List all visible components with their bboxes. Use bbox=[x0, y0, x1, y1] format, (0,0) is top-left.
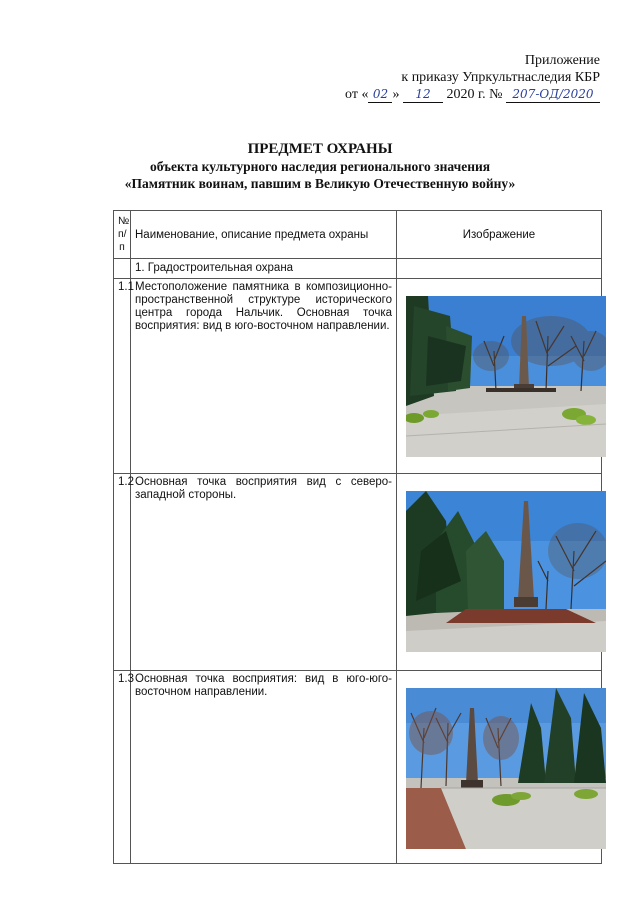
table-row bbox=[114, 474, 602, 671]
photo-memorial-southeast-view bbox=[406, 296, 606, 457]
section-title: 1. Градостроительная охрана bbox=[131, 259, 397, 279]
row-image-cell bbox=[397, 671, 602, 864]
date-prefix: от « bbox=[345, 87, 369, 102]
order-reference: к приказу Упркультнаследия КБР bbox=[401, 70, 600, 85]
row-number: 1.1 bbox=[114, 279, 131, 474]
table-row bbox=[114, 279, 602, 474]
protection-subject-table bbox=[113, 210, 602, 864]
title-main: ПРЕДМЕТ ОХРАНЫ bbox=[247, 141, 393, 157]
row-description: Местоположение памятника в композиционно-пространственной структуре исторического центра города Нальчик. Основная точка восприятия: вид в юго-восточном направлении. bbox=[131, 279, 397, 474]
header-image: Изображение bbox=[397, 211, 602, 259]
photo-memorial-northwest-view bbox=[406, 491, 606, 652]
date-mid: » bbox=[392, 87, 400, 102]
row-number: 1.3 bbox=[114, 671, 131, 864]
section-row bbox=[114, 259, 602, 279]
appendix-header bbox=[345, 52, 600, 103]
photo-3-graphic bbox=[406, 688, 606, 849]
row-image-cell bbox=[397, 474, 602, 671]
photo-1-graphic bbox=[406, 296, 606, 457]
table-row bbox=[114, 671, 602, 864]
handwritten-order-number: 207-ОД/2020 bbox=[506, 87, 600, 103]
photo-2-graphic bbox=[406, 491, 606, 652]
row-description: Основная точка восприятия вид с северо-западной стороны. bbox=[131, 474, 397, 671]
row-description: Основная точка восприятия: вид в юго-юго-восточном направлении. bbox=[131, 671, 397, 864]
row-image-cell bbox=[397, 279, 602, 474]
photo-memorial-south-southeast-view bbox=[406, 688, 606, 849]
order-date-line bbox=[345, 86, 600, 103]
header-number: № п/п bbox=[114, 211, 131, 259]
header-description: Наименование, описание предмета охраны bbox=[131, 211, 397, 259]
title-object-name: «Памятник воинам, павшим в Великую Отечественную войну» bbox=[124, 176, 516, 191]
section-num-cell bbox=[114, 259, 131, 279]
handwritten-day: 02 bbox=[368, 87, 392, 103]
year-text: 2020 г. № bbox=[446, 87, 503, 102]
table-header-row bbox=[114, 211, 602, 259]
handwritten-month: 12 bbox=[403, 87, 443, 103]
section-img-cell bbox=[397, 259, 602, 279]
appendix-label: Приложение bbox=[524, 53, 600, 68]
title-object-class: объекта культурного наследия регионального значения bbox=[149, 159, 491, 174]
document-title bbox=[0, 140, 640, 192]
row-number: 1.2 bbox=[114, 474, 131, 671]
